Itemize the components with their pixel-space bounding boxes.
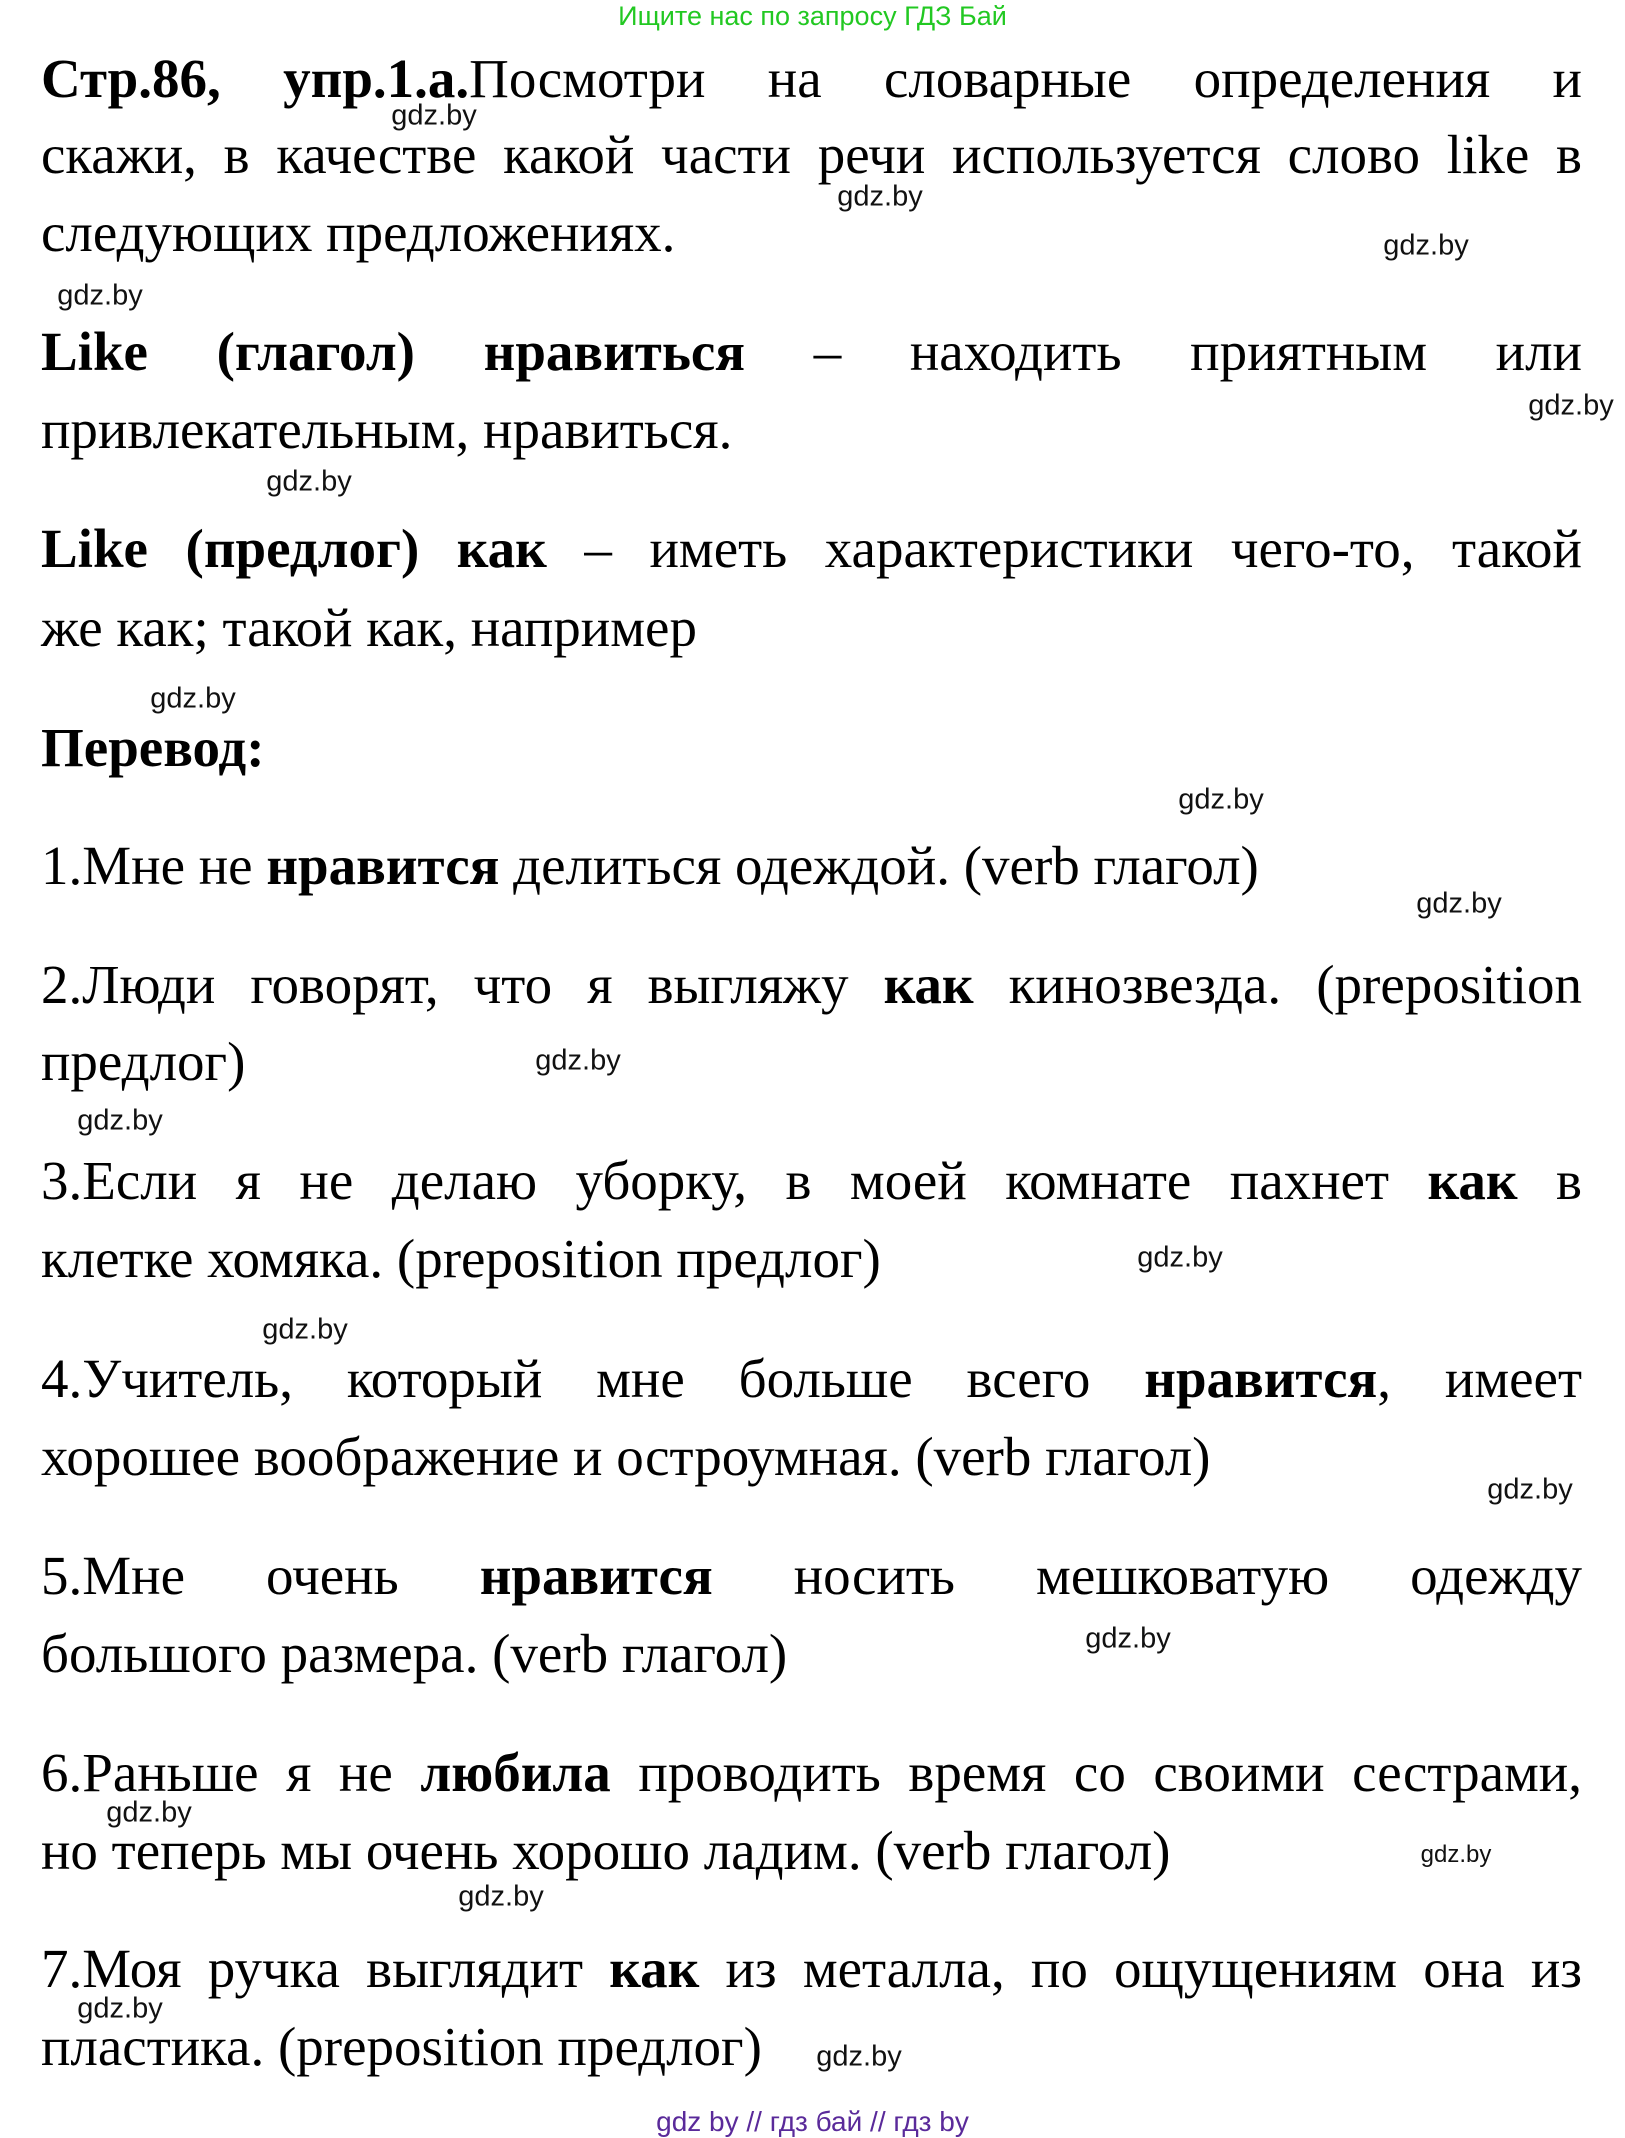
bold-text: Перевод: [41, 717, 265, 778]
text-line [41, 946, 1582, 1023]
text-line [41, 1930, 1582, 2007]
text-line [41, 589, 1582, 666]
text: привлекательным, нравиться. [41, 399, 733, 460]
watermark: gdz.by [1528, 389, 1614, 422]
text: , имеет [1377, 1348, 1582, 1409]
watermark: gdz.by [150, 682, 236, 715]
bold-text: как [609, 1938, 700, 1999]
bold-text: нравится [1144, 1348, 1378, 1409]
text-line [41, 709, 1582, 786]
watermark: gdz.by [1416, 887, 1502, 920]
text: из металла, по ощущениям она из [699, 1938, 1582, 1999]
text-line [41, 116, 1582, 193]
text: же как; такой как, например [41, 597, 697, 658]
bold-text: как [1427, 1150, 1518, 1211]
watermark: gdz.by [1487, 1473, 1573, 1506]
text: но теперь мы очень хорошо ладим. (verb глагол) [41, 1820, 1171, 1881]
text-line [41, 1537, 1582, 1614]
text: клетке хомяка. (preposition предлог) [41, 1228, 881, 1289]
text: пластика. (preposition предлог) [41, 2016, 762, 2077]
text-line [41, 1734, 1582, 1811]
text: – находить приятным или [745, 321, 1582, 382]
bold-text: Like (глагол) нравиться [41, 321, 746, 382]
text-line [41, 391, 1582, 468]
text-line [41, 1615, 1582, 1692]
text-line [41, 1220, 1582, 1297]
watermark: gdz.by [1085, 1622, 1171, 1655]
text: предлог) [41, 1031, 246, 1092]
text: Посмотри на словарные определения и [469, 48, 1582, 109]
text: 3.Если я не делаю уборку, в моей комнате пахнет [41, 1150, 1428, 1211]
watermark: gdz.by [1178, 783, 1264, 816]
bold-text: нравится [266, 835, 500, 896]
bold-text: Like (предлог) как [41, 518, 547, 579]
watermark: gdz.by [77, 1992, 163, 2025]
watermark: gdz.by [262, 1313, 348, 1346]
text-line [41, 1142, 1582, 1219]
text-line [41, 510, 1582, 587]
text: 5.Мне очень [41, 1545, 480, 1606]
watermark: gdz.by [77, 1104, 163, 1137]
watermark: gdz.by [816, 2040, 902, 2073]
watermark: gdz.by [458, 1880, 544, 1913]
text: проводить время со своими сестрами, [610, 1742, 1582, 1803]
watermark: gdz.by [266, 465, 352, 498]
bold-text: Стр.86, упр.1.а. [41, 48, 470, 109]
text: 1.Мне не [41, 835, 267, 896]
text: 2.Люди говорят, что я выгляжу [41, 954, 884, 1015]
watermark: gdz.by [1383, 229, 1469, 262]
text-line [41, 2008, 1582, 2085]
text-line [41, 194, 1582, 271]
text: следующих предложениях. [41, 202, 676, 263]
text-line [41, 313, 1582, 390]
text: носить мешковатую одежду [712, 1545, 1582, 1606]
text: кинозвезда. (preposition [973, 954, 1582, 1015]
watermark: gdz.by [1420, 1841, 1492, 1868]
text: 6.Раньше я не [41, 1742, 421, 1803]
watermark: gdz.by [1137, 1241, 1223, 1274]
watermark: gdz.by [837, 180, 923, 213]
text-line [41, 1340, 1582, 1417]
text: большого размера. (verb глагол) [41, 1623, 788, 1684]
text: – иметь характеристики чего-то, такой [546, 518, 1582, 579]
bold-text: любила [420, 1742, 611, 1803]
text: делиться одеждой. (verb глагол) [499, 835, 1259, 896]
promo-banner: Ищите нас по запросу ГДЗ Бай [618, 1, 1007, 31]
text-line [41, 40, 1582, 117]
text-line [41, 827, 1582, 904]
text-line [41, 1418, 1582, 1495]
bold-text: как [883, 954, 974, 1015]
watermark: gdz.by [57, 279, 143, 312]
footer-links[interactable]: gdz by // гдз бай // гдз by [656, 2106, 969, 2137]
watermark: gdz.by [391, 99, 477, 132]
text: хорошее воображение и остроумная. (verb глагол) [41, 1426, 1211, 1487]
watermark: gdz.by [535, 1044, 621, 1077]
text-line [41, 1023, 1582, 1100]
bold-text: нравится [479, 1545, 713, 1606]
watermark: gdz.by [106, 1796, 192, 1829]
text: 7.Моя ручка выглядит [41, 1938, 610, 1999]
text: в [1517, 1150, 1582, 1211]
text: 4.Учитель, который мне больше всего [41, 1348, 1145, 1409]
text-line [41, 1812, 1582, 1889]
text: скажи, в качестве какой части речи используется слово like в [41, 124, 1582, 185]
